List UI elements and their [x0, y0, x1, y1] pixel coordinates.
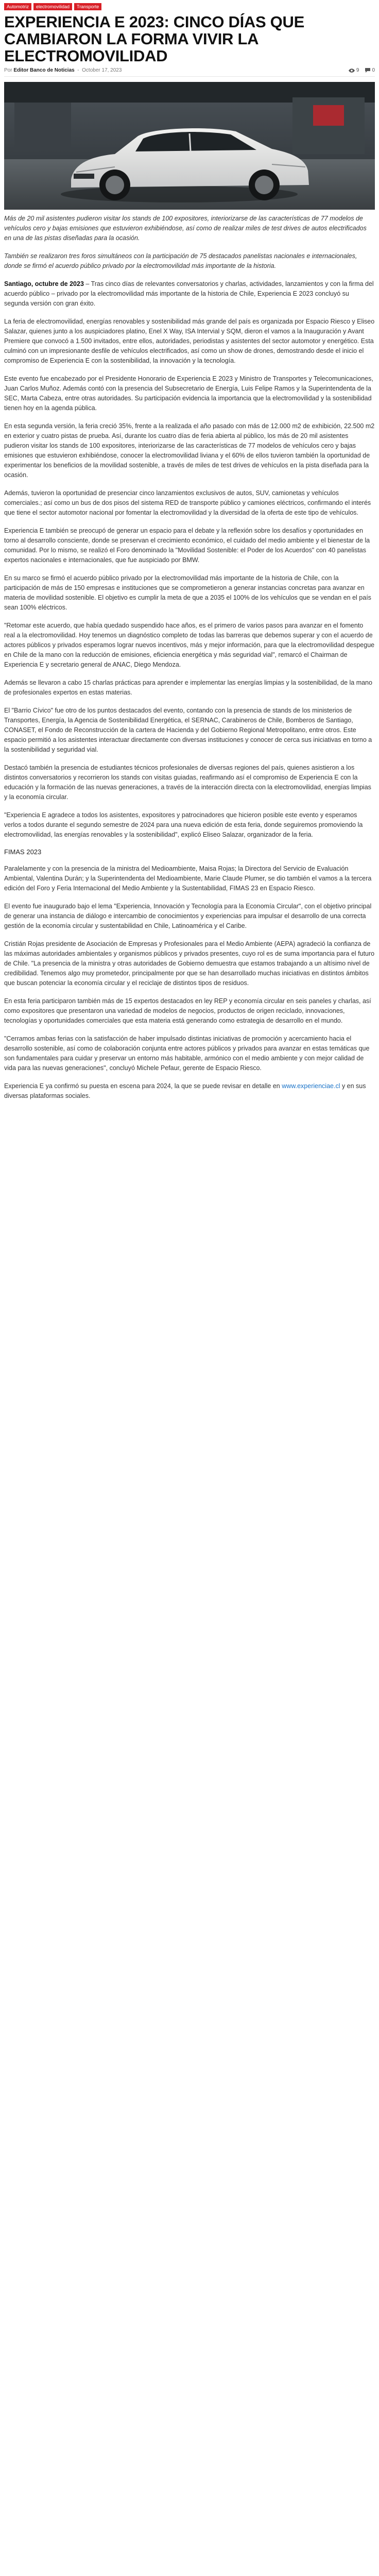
intro-text: – Tras cinco días de relevantes conversatorios y charlas, actividades, lanzamientos y con la firma del acuerdo público – privado por la electromovilidad más importante de la historia de Chile, Experiencia E 2023 concluyó su segunda versión con gran éxito.: [4, 280, 374, 307]
eye-icon: [349, 69, 355, 73]
closing-text-before: Experiencia E ya confirmó su puesta en escena para 2024, la que se puede revisar en detalle en: [4, 1082, 282, 1090]
body-paragraph: "Cerramos ambas ferias con la satisfacción de haber impulsado distintas iniciativas de promoción y acercamiento hacia el desarrollo sostenible, así como de colaboración conjunta entre actores públicos y privados para avanzar en estas temáticas que son fundamentales para cuidar y preservar un entorno más habitable, armónico con el medio ambiente y con mejor calidad de vida para las nuevas generaciones", concluyó Michele Pefaur, gerente de Espacio Riesco.: [4, 1035, 370, 1072]
intro-paragraph: [4, 279, 375, 309]
article-title: EXPERIENCIA E 2023: CINCO DÍAS QUE CAMBIARON LA FORMA VIVIR LA ELECTROMOVILIDAD: [4, 13, 304, 65]
category-tags: [4, 0, 375, 10]
section-heading: FIMAS 2023: [4, 848, 42, 856]
body-paragraph: En su marco se firmó el acuerdo público privado por la electromovilidad más importante de la historia de Chile, con la participación de más de 150 empresas e instituciones que se comprometieron a generar instancias concretas para avanzar en materia de movilidad sostenible. El objetivo es cumplir la meta de que a 2035 el 100% de los vehículos que se vendan en el país sean 100% eléctricos.: [4, 574, 371, 611]
tag-electromovilidad[interactable]: electromovilidad: [33, 3, 72, 10]
lead-paragraph-1: Más de 20 mil asistentes pudieron visitar los stands de 100 expositores, interiorizarse de las características de 77 modelos de vehículos cero y bajas emisiones que estuvieron exhibiéndose, así como de realizar miles de test drives de autos electrificados en una de las pistas diseñadas para la ocasión.: [4, 215, 367, 242]
body-paragraph: "Retomar este acuerdo, que había quedado suspendido hace años, es el primero de varios pasos para avanzar en el fomento real a la electromovilidad. Hoy tenemos un diagnóstico completo de todas las barreras que debemos superar y con el acuerdo de actores públicos y privados esperamos lograr nuevos incentivos, más y mejor información, para que la electromovilidad despegue en Chile de la mano con la reducción de emisiones, eficiencia energética y más seguridad vial", remarcó el Chairman de Experiencia E y secretario general de ANAC, Diego Mendoza.: [4, 622, 375, 668]
author-link[interactable]: Editor Banco de Noticias: [13, 67, 75, 73]
body-paragraph: En esta feria participaron también más de 15 expertos destacados en ley REP y economía circular en seis paneles y charlas, así como expositores que presentaron una variedad de modelos de negocios, productos de origen reciclado, innovaciones, tecnologías y oportunidades comerciales que esta materia está generando como estrategia de desarrollo en el mundo.: [4, 997, 371, 1024]
car-photo: [4, 82, 375, 210]
article-lead: [4, 214, 375, 271]
body-paragraph: Este evento fue encabezado por el Presidente Honorario de Experiencia E 2023 y Ministro de Transportes y Telecomunicaciones, Juan Carlos Muñoz. Además contó con la presencia del Subsecretario de Energía, Luis Felipe Ramos y la Superintendenta de la SEC, Marta Cabeza, entre otras autoridades. Su participación evidencia la importancia que la electromovilidad y la sostenibilidad tienen hoy en la agenda pública.: [4, 375, 373, 412]
body-paragraph: Paralelamente y con la presencia de la ministra del Medioambiente, Maisa Rojas; la Directora del Servicio de Evaluación Ambiental, Valentina Durán; y la Superintendenta del Medioambiente, Marie Claude Plumer, se dio también el vamos a la tercera edición del Foro y Feria Internacional del Medio Ambiente y la Sustentabilidad, FIMAS 23 en Espacio Riesco.: [4, 865, 372, 892]
byline: Por Editor Banco de Noticias - October 17, 2023: [4, 67, 122, 73]
body-paragraph: Además, tuvieron la oportunidad de presenciar cinco lanzamientos exclusivos de autos, SUV, camionetas y vehículos comerciales.; así como un bus de dos pisos del sistema RED de transporte público y camiones eléctricos, confirmando el interés que tiene el sector automotor nacional por fomentar la electromovilidad y la diversidad de la oferta de este tipo de vehículos.: [4, 489, 371, 516]
article-meta: [4, 67, 375, 77]
body-paragraph: Cristián Rojas presidente de Asociación de Empresas y Profesionales para el Medio Ambiente (AEPA) agradeció la confianza de las máximas autoridades ambientales y organismos públicos y privados presentes, cuyo rol es de suma importancia para el futuro de Chile. "La presencia de la ministra y otras autoridades de Gobierno demuestra que estamos trabajando a un altísimo nivel de credibilidad. Tenemos algo muy prometedor, principalmente por que se han desarrollado muchas iniciativas en distintos ámbitos que buscan potenciar la economía circular y el reciclaje de distintos tipos de residuos.: [4, 940, 375, 987]
closing-text-after: y en sus diversas plataformas sociales.: [4, 1082, 366, 1099]
website-link[interactable]: www.experienciae.cl: [282, 1082, 340, 1090]
byline-prefix: Por: [4, 67, 12, 73]
article: [4, 0, 375, 1113]
lead-paragraph-2: También se realizaron tres foros simultáneos con la participación de 75 destacados panelistas nacionales e internacionales, donde se firmó el acuerdo público privado por la electromovilidad más importante de la historia.: [4, 252, 357, 269]
body-paragraph: El "Barrio Cívico" fue otro de los puntos destacados del evento, contando con la presencia de stands de los ministerios de Transportes, Energía, la Agencia de Sostenibilidad Energética, el SERNAC, Carabineros de Chile, Bomberos de Santiago, CONASET, el Fondo de Reconstrucción de la cartera de Hacienda y del Gobierno Regional Metropolitano, entre otros. Este espacio permitió a los asistentes interactuar directamente con diversas instituciones y conocer de cerca sus iniciativas en torno a la sostenibilidad y seguridad vial.: [4, 707, 372, 753]
closing-paragraph: [4, 1081, 375, 1101]
tag-automotriz[interactable]: Automotriz: [4, 3, 31, 10]
body-paragraph: En esta segunda versión, la feria creció 35%, frente a la realizada el año pasado con más de 12.000 m2 de exhibición, 22.500 m2 en exterior y cuatro pistas de prueba. Así, durante los cuatro días de feria abierta al público, los más de 20 mil asistentes pudieron visitar los stands de 100 expositores, interiorizarse de las características de 77 modelos de vehículos cero y bajas emisiones que estuvieron exhibiéndose, conocer la electromovilidad liviana y el 60% de ellos tuvieron también la oportunidad de experimentar los beneficios de la movilidad sostenible, a través de miles de test drives de vehículos en la pista diseñada para la ocasión.: [4, 422, 375, 479]
body-paragraph: La feria de electromovilidad, energías renovables y sostenibilidad más grande del país es organizada por Espacio Riesco y Eliseo Salazar, quienes junto a los auspiciadores platino, Enel X Way, ISA Intervial y SQM, dieron el vamos a la Inauguración y Avant Premiere que convocó a 1.500 invitados, entre ellos, autoridades, periodistas y asistentes del sector automotor y energético. Esta culminó con un impresionante desfile de vehículos electrificados, así como un show de drones, demostrando desde el inicio el compromiso de Experiencia E con la sostenibilidad, la innovación y la tecnología.: [4, 318, 375, 364]
comments-value: 0: [372, 67, 375, 73]
tag-transporte[interactable]: Transporte: [74, 3, 101, 10]
body-paragraph: "Experiencia E agradece a todos los asistentes, expositores y patrocinadores que hicieron posible este evento y esperamos verlos a todos durante el segundo semestre de 2024 para una nueva edición de esta feria, donde seguiremos promoviendo la electromovilidad, las energías renovables y la sostenibilidad", explicó Eliseo Salazar, organizador de la feria.: [4, 811, 363, 838]
body-paragraph: Además se llevaron a cabo 15 charlas prácticas para aprender e implementar las energías limpias y la sostenibilidad, de la mano de profesionales expertos en estas materias.: [4, 679, 372, 696]
views-value: 9: [356, 67, 359, 73]
views-count: [349, 67, 359, 73]
hero-image: [4, 82, 375, 210]
body-paragraph: El evento fue inaugurado bajo el lema "Experiencia, Innovación y Tecnología para la Economía Circular", con el objetivo principal de generar una instancia de diálogo e intercambio de conocimientos y experiencias para impulsar el desarrollo de una correcta gestión de la economía circular y sustentabilidad en Chile, Latinoamérica y el Caribe.: [4, 903, 372, 929]
publish-date: October 17, 2023: [82, 67, 122, 73]
article-body: [4, 279, 375, 1101]
body-paragraph: Experiencia E también se preocupó de generar un espacio para el debate y la reflexión sobre los desafíos y oportunidades en torno al desarrollo consciente, donde se preservan el crecimiento económico, el cuidado del medio ambiente y el bienestar de la comunidad. Por lo mismo, se realizó el Foro denominado la "Movilidad Sostenible: el Poder de los Acuerdos" con 40 panelistas expertos nacionales e internacionales, que fue auspiciado por BMW.: [4, 527, 370, 564]
comments-count[interactable]: [365, 67, 375, 73]
comment-icon: [365, 68, 370, 73]
place-date: Santiago, octubre de 2023: [4, 280, 84, 287]
body-paragraph: Destacó también la presencia de estudiantes técnicos profesionales de diversas regiones del país, quienes asistieron a los distintos conversatorios y recorrieron los stands con visitas guiadas, reafirmando así el compromiso de Experiencia E con la educación y la formación de las nuevas generaciones, a través de la interacción directa con la electromovilidad, energías limpias y la economía circular.: [4, 764, 371, 801]
